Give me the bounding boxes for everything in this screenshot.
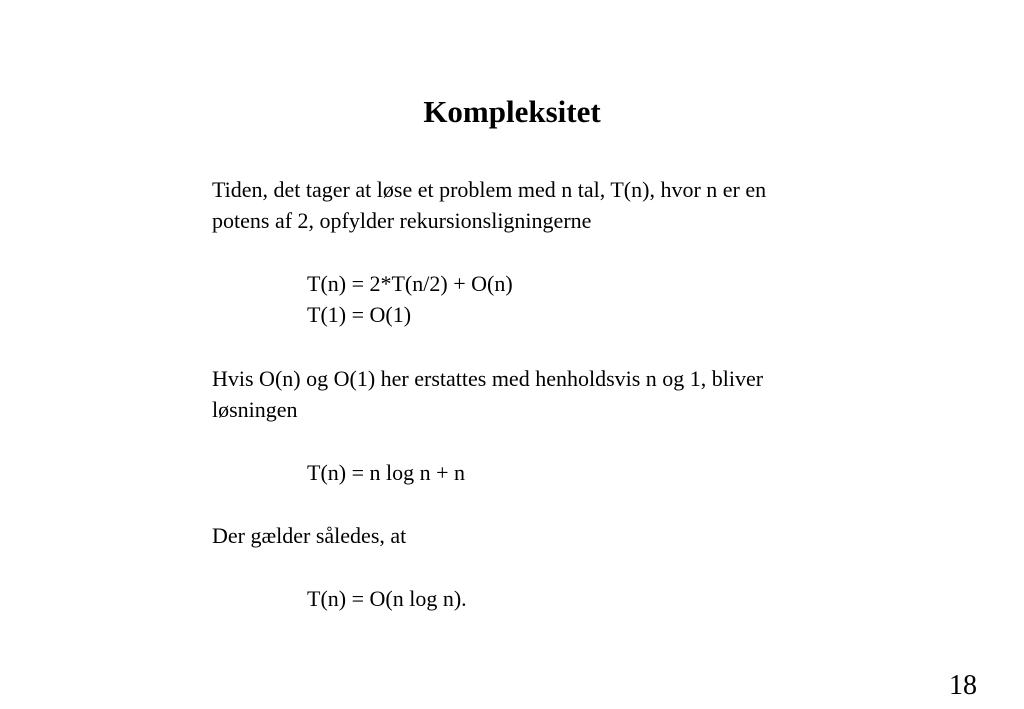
solution-equation: T(n) = n log n + n xyxy=(307,460,466,485)
recurrence-equation: T(n) = 2*T(n/2) + O(n) xyxy=(307,271,513,296)
complexity-equation: T(n) = O(n log n). xyxy=(307,586,467,611)
slide-title-text: Kompleksitet xyxy=(423,94,601,129)
paragraph-1-line-2: potens af 2, opfylder rekursionsligningerne xyxy=(212,208,592,233)
page-number: 18 xyxy=(949,670,977,701)
paragraph-2-line-2: løsningen xyxy=(212,397,298,422)
slide-title xyxy=(0,92,1024,132)
base-case-equation: T(1) = O(1) xyxy=(307,302,412,327)
paragraph-1-line-1: Tiden, det tager at løse et problem med n tal, T(n), hvor n er en xyxy=(212,177,767,202)
paragraph-3: Der gælder således, at xyxy=(212,523,407,548)
paragraph-2-line-1: Hvis O(n) og O(1) her erstattes med henholdsvis n og 1, bliver xyxy=(212,366,764,391)
